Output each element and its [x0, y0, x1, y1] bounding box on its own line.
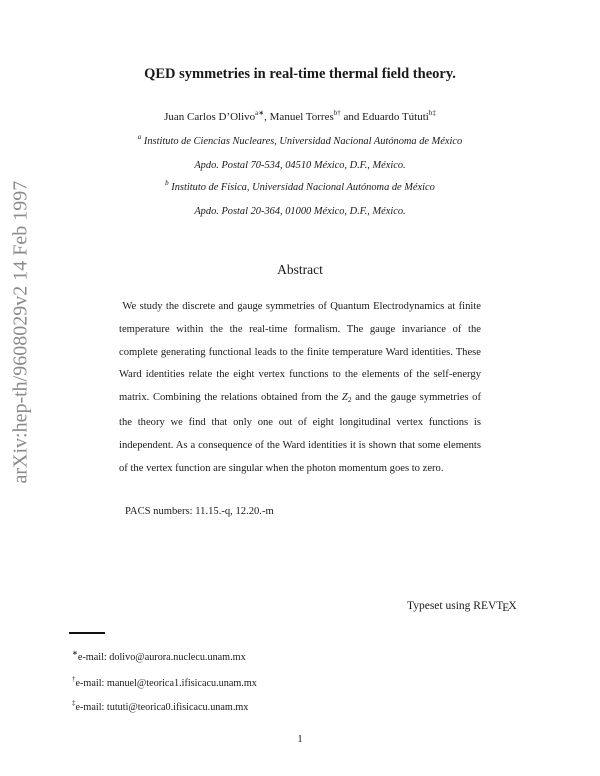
affiliation-b-address: Apdo. Postal 20-364, 01000 México, D.F., México.: [194, 206, 406, 217]
affiliation-mark: b: [165, 179, 169, 187]
author-name: Eduardo Tútuti: [362, 111, 429, 123]
footnote-text: e-mail: dolivo@aurora.nuclecu.unam.mx: [77, 652, 246, 663]
arxiv-sidebar-stamp: arXiv:hep-th/9608029v2 14 Feb 1997: [9, 180, 32, 484]
author-mark: b‡: [428, 109, 436, 117]
affiliation-name: Instituto de Ciencias Nucleares, Universidad Nacional Autónoma de México: [143, 136, 463, 147]
author-mark: b†: [333, 109, 341, 117]
typeset-suffix: X: [508, 600, 517, 612]
z2-symbol: Z: [341, 392, 348, 404]
affiliation-a: [0, 133, 600, 147]
affiliation-name: Instituto de Física, Universidad Nacional Autónoma de México: [171, 182, 435, 193]
typeset-prefix: Typeset using REVT: [407, 600, 504, 612]
affiliation-a-address: Apdo. Postal 70-534, 04510 México, D.F., México.: [194, 160, 406, 171]
footnote-2: [72, 675, 257, 689]
author-list: [0, 111, 600, 123]
footnote-text: e-mail: tututi@teorica0.ifisicacu.unam.mx: [75, 702, 249, 713]
abstract-body: [119, 296, 481, 480]
page-number: 1: [297, 733, 303, 745]
footnote-text: e-mail: manuel@teorica1.ifisicacu.unam.mx: [75, 678, 257, 689]
affiliation-b: [0, 179, 600, 193]
typeset-note: [407, 600, 517, 612]
abstract-heading: Abstract: [277, 262, 323, 277]
abstract-text: and the gauge symmetries of the theory we find that only one out of eight longitudinal vertex functions is independent. As a consequence of the Ward identities it is shown that some elements of the vertex function are singular when the photon momentum goes to zero.: [119, 392, 481, 474]
footnote-3: [72, 699, 249, 713]
footnote-mark: †: [72, 675, 76, 683]
pacs-numbers: PACS numbers: 11.15.-q, 12.20.-m: [125, 506, 274, 517]
footnote-rule: [69, 632, 105, 634]
z2-subscript: 2: [347, 395, 352, 405]
footnote-mark: ‡: [72, 699, 76, 707]
abstract-text: We study the discrete and gauge symmetries of Quantum Electrodynamics at finite temperature within the the real-time formalism. The gauge invariance of the complete generating functional leads to the finite temperature Ward identities. These Ward identities relate the eight vertex functions to the elements of the self-energy matrix. Combining the relations obtained from the: [119, 301, 481, 404]
footnote-mark: ∗: [72, 649, 78, 657]
author-name: Manuel Torres: [269, 111, 334, 123]
revtex-e: E: [502, 602, 510, 614]
footnote-1: [72, 649, 246, 663]
author-mark: a∗: [255, 109, 265, 117]
author-name: Juan Carlos D’Olivo: [164, 111, 256, 123]
affiliation-mark: a: [137, 133, 142, 141]
author-separator: ,: [264, 111, 270, 123]
author-separator: and: [340, 111, 363, 123]
paper-title: QED symmetries in real-time thermal field theory.: [144, 66, 456, 82]
